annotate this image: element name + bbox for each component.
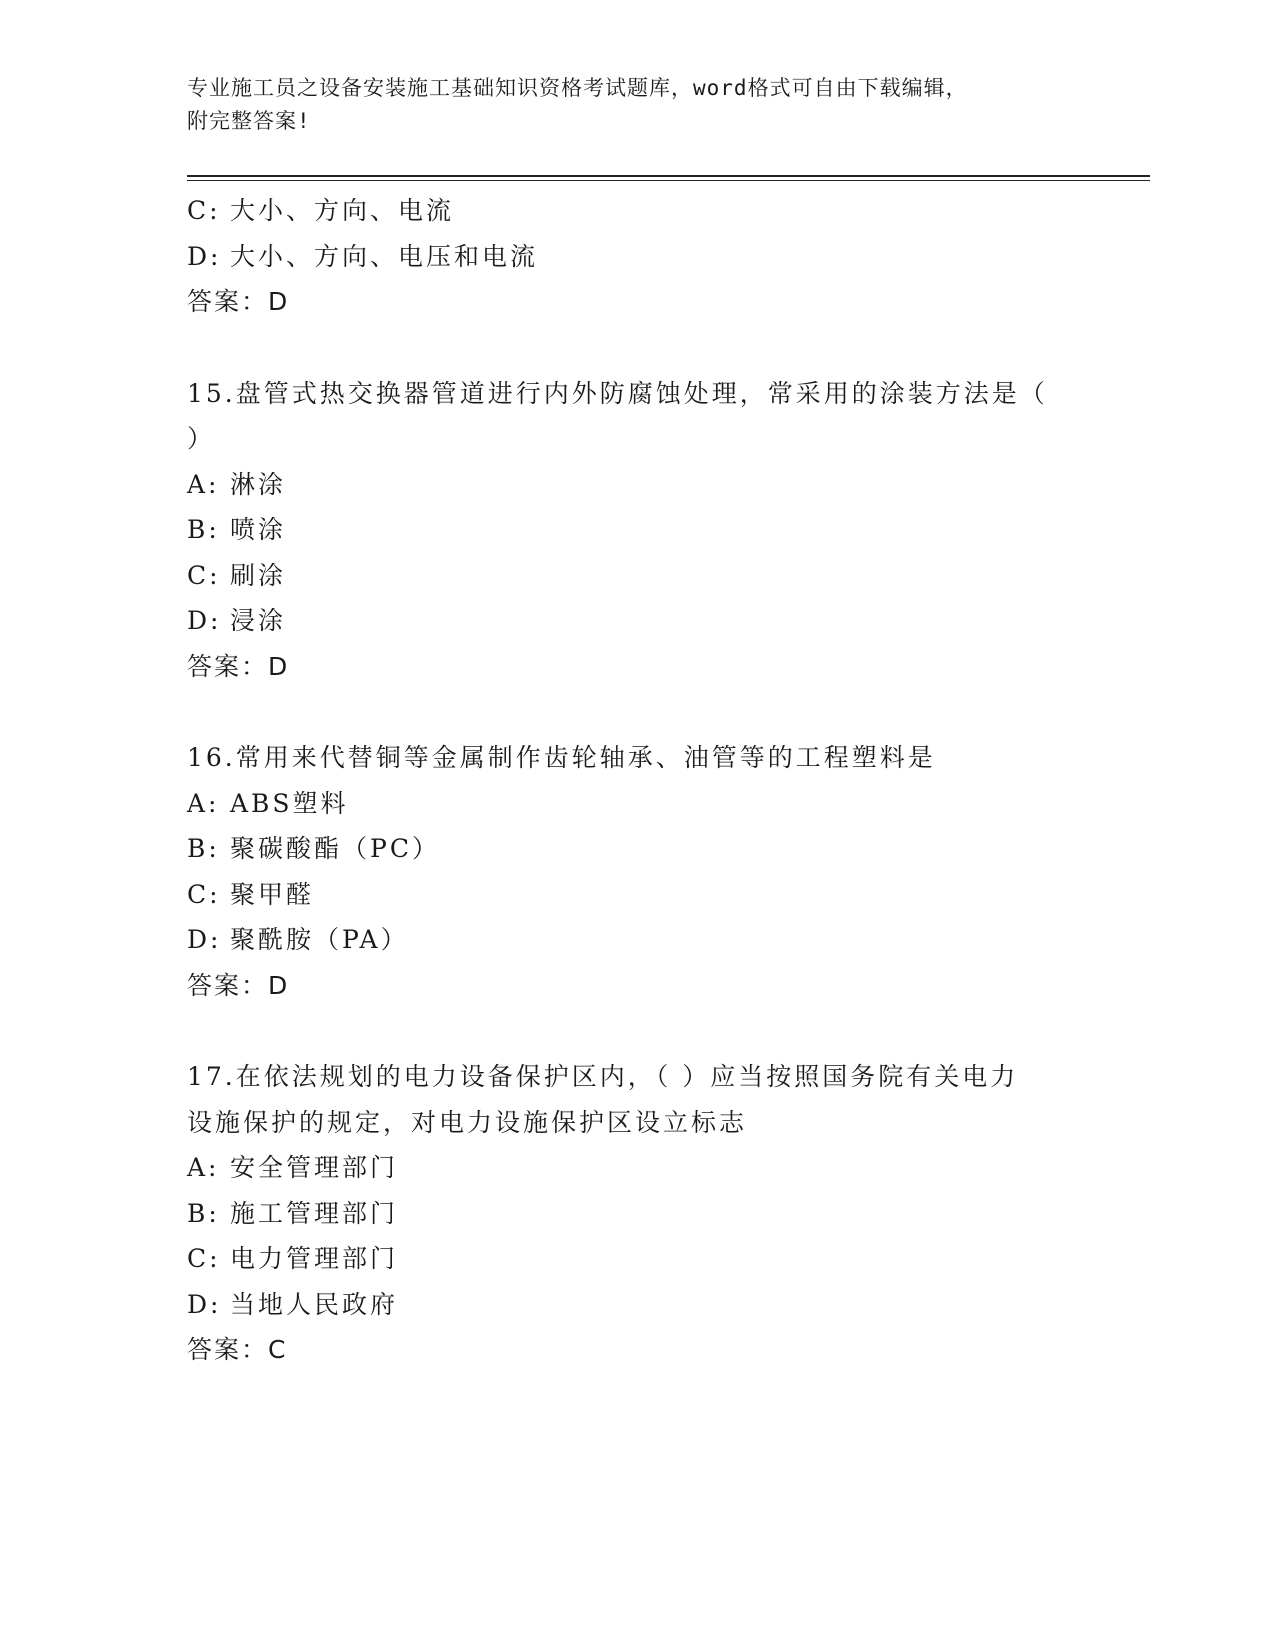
question-stem-line: 15.盘管式热交换器管道进行内外防腐蚀处理，常采用的涂装方法是（ xyxy=(187,378,1048,408)
option-d: D: 当地人民政府 xyxy=(187,1289,399,1319)
option-b: B: 喷涂 xyxy=(187,515,287,544)
option-c: C: 刷涂 xyxy=(187,560,287,590)
option-d: D: 浸涂 xyxy=(187,606,287,635)
question-stem-line: 16.常用来代替铜等金属制作齿轮轴承、油管等的工程塑料是 xyxy=(187,743,936,772)
option-b: B: 聚碳酸酯（PC） xyxy=(187,834,440,863)
header-line-1: 专业施工员之设备安装施工基础知识资格考试题库，word格式可自由下载编辑， xyxy=(187,76,968,100)
question-15 xyxy=(187,371,1087,690)
document-header xyxy=(187,72,1087,138)
option-a: A: 淋涂 xyxy=(187,469,287,499)
option-c: C: 大小、方向、电流 xyxy=(187,196,455,225)
question-stem-line: 设施保护的规定，对电力设施保护区设立标志 xyxy=(187,1107,748,1137)
option-c: C: 聚甲醛 xyxy=(187,879,315,909)
header-line-2: 附完整答案! xyxy=(187,109,311,133)
question-fragment xyxy=(187,188,1087,325)
header-divider-thick xyxy=(187,175,1150,177)
option-a: A: 安全管理部门 xyxy=(187,1153,399,1182)
option-b: B: 施工管理部门 xyxy=(187,1198,399,1228)
question-17 xyxy=(187,1054,1087,1373)
question-stem-line: 17.在依法规划的电力设备保护区内，（ ）应当按照国务院有关电力 xyxy=(187,1062,1019,1091)
option-a: A: ABS塑料 xyxy=(187,788,349,818)
option-c: C: 电力管理部门 xyxy=(187,1244,399,1273)
answer-line: 答案：D xyxy=(187,287,290,316)
header-divider-thin xyxy=(187,180,1150,181)
option-d: D: 聚酰胺（PA） xyxy=(187,925,409,954)
answer-line: 答案：C xyxy=(187,1335,288,1364)
answer-line: 答案：D xyxy=(187,651,290,681)
answer-line: 答案：D xyxy=(187,970,290,1000)
option-d: D: 大小、方向、电压和电流 xyxy=(187,241,539,271)
question-stem-line: ） xyxy=(187,424,216,453)
question-list xyxy=(187,188,1087,1373)
question-16 xyxy=(187,735,1087,1008)
